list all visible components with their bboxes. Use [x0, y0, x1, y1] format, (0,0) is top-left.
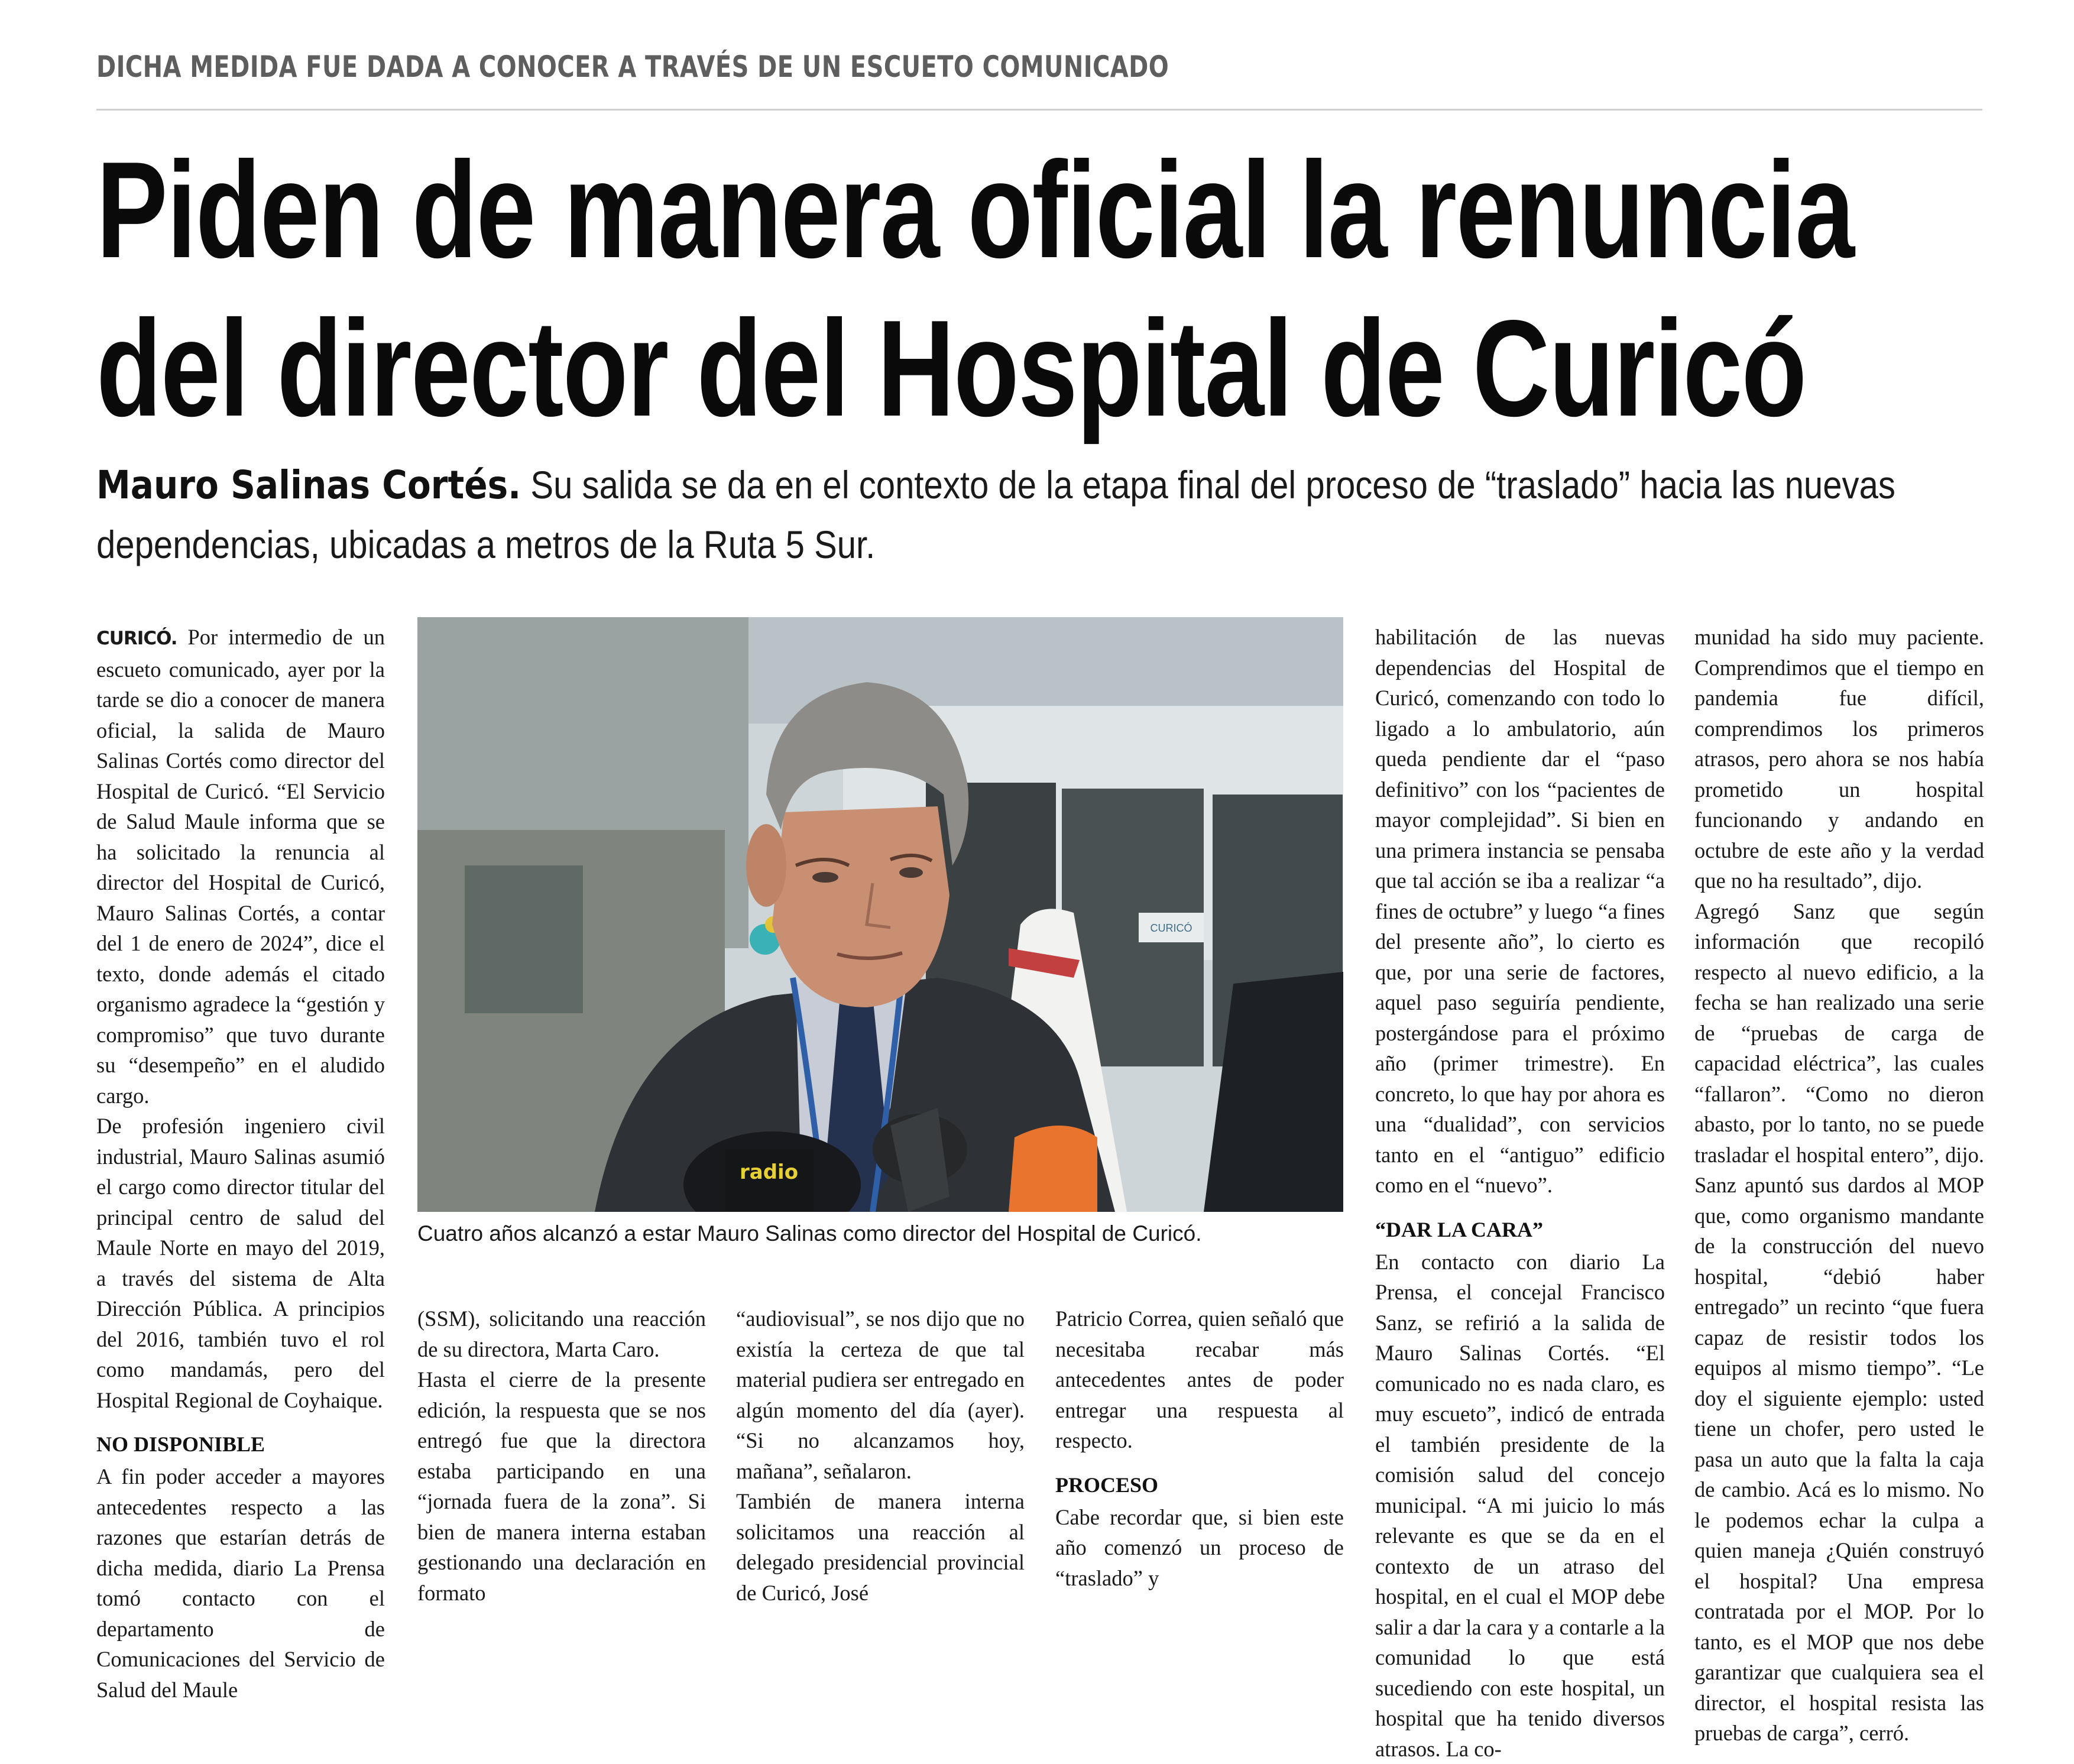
microphone-logo: radio	[740, 1160, 798, 1184]
column-1	[96, 622, 385, 1705]
col4-paragraph-1: Patricio Correa, quien señaló que necesitaba recabar más antecedentes antes de poder entregar una respuesta al respecto.	[1055, 1303, 1344, 1456]
col4-paragraph-2: Cabe recordar que, si bien este año comenzó un proceso de “traslado” y	[1055, 1502, 1344, 1594]
subhead-proceso: PROCESO	[1055, 1470, 1344, 1500]
deck	[96, 455, 1969, 574]
col1-paragraph-1: Por intermedio de un escueto comunicado, ayer por la tarde se dio a conocer de manera oficial, la salida de Mauro Salinas Cortés como director del Hospital de Curicó. “El Servicio de Salud Maule informa que se ha solicitado la renuncia al director del Hospital de Curicó, Mauro Salinas Cortés, a contar del 1 de enero de 2024”, dice el texto, donde además el citado organismo agradece la “gestión y compromiso” que tuvo durante su “desempeño” en el aludido cargo.	[96, 625, 385, 1108]
article-photo	[417, 617, 1343, 1212]
hospital-sign: CURICÓ	[1151, 922, 1192, 934]
column-2	[417, 1303, 706, 1608]
col5-paragraph-1: habilitación de las nuevas dependencias del Hospital de Curicó, comenzando con todo lo ligado a lo ambulatorio, aún queda pendiente dar el “paso definitivo” con los “pacientes de mayor complejidad”. Si bien en una primera instancia se pensaba que tal acción se iba a realizar “a fines de octubre” y luego “a fines del presente año”, lo cierto es que, por una serie de factores, aquel paso seguiría pendiente, postergándose para el próximo año (primer trimestre). En concreto, lo que hay por ahora es una “dualidad”, con servicios tanto en el “antiguo” edificio como en el “nuevo”.	[1375, 622, 1665, 1201]
headline	[96, 131, 1987, 448]
col5-paragraph-2: En contacto con diario La Prensa, el concejal Francisco Sanz, se refirió a la salida de Mauro Salinas Cortés. “El comunicado no es nada claro, es muy escueto”, indicó de entrada el también presidente de la comisión salud del concejo municipal. “A mi juicio lo más relevante es que se da en el contexto de un atraso del hospital, en el cual el MOP debe salir a dar la cara y a contarle a la comunidad lo que está sucediendo con este hospital, un hospital que ha tenido diversos atrasos. La co-	[1375, 1247, 1665, 1764]
col6-paragraph-2: Agregó Sanz que según información que recopiló respecto al nuevo edificio, a la fecha se han realizado una serie de “pruebas de carga de capacidad eléctrica”, las cuales “fallaron”. “Como no dieron abasto, por lo tanto, no se puede trasladar el hospital entero”, dijo. Sanz apuntó sus dardos al MOP que, como organismo mandante de la construcción del nuevo hospital, “debió haber entregado” un recinto “que fuera capaz de resistir todos los equipos al mismo tiempo”. “Le doy el siguiente ejemplo: usted tiene un chofer, pero usted le pasa un auto que la falta la caja de cambio. Acá es lo mismo. No le podemos echar la culpa a quien maneja ¿Quién construyó el hospital? Una empresa contratada por el MOP. Por lo tanto, es el MOP que nos debe garantizar que cualquiera sea el director, el hospital resista las pruebas de carga”, cerró.	[1694, 896, 1984, 1749]
column-5	[1375, 622, 1665, 1764]
photo-caption: Cuatro años alcanzó a estar Mauro Salinas como director del Hospital de Curicó.	[417, 1219, 1363, 1249]
col2-paragraph-2: Hasta el cierre de la presente edición, la respuesta que se nos entregó fue que la directora estaba participando en una “jornada fuera de la zona”. Si bien de manera interna estaban gestionando una declaración en formato	[417, 1364, 706, 1608]
column-4	[1055, 1303, 1344, 1593]
col3-paragraph-2: También de manera interna solicitamos una reacción al delegado presidencial provincial de Curicó, José	[736, 1486, 1025, 1608]
headline-line-1: Piden de manera oficial la renuncia	[96, 131, 1987, 290]
column-3	[736, 1303, 1025, 1608]
col3-paragraph-1: “audiovisual”, se nos dijo que no existía la certeza de que tal material pudiera ser entregado en algún momento del día (ayer). “Si no alcanzamos hoy, mañana”, señalaron.	[736, 1303, 1025, 1486]
subhead-no-disponible: NO DISPONIBLE	[96, 1429, 385, 1459]
headline-line-2: del director del Hospital de Curicó	[96, 290, 1987, 448]
column-6	[1694, 622, 1984, 1749]
header-divider	[96, 109, 1982, 111]
kicker: DICHA MEDIDA FUE DADA A CONOCER A TRAVÉS DE UN ESCUETO COMUNICADO	[96, 50, 1169, 84]
col1-paragraph-2: De profesión ingeniero civil industrial, Mauro Salinas asumió el cargo como director titular del principal centro de salud del Maule Norte en mayo del 2019, a través del sistema de Alta Dirección Pública. A principios del 2016, también tuvo el rol como mandamás, pero del Hospital Regional de Coyhaique.	[96, 1111, 385, 1415]
portrait-illustration	[417, 617, 1343, 1212]
subhead-dar-la-cara: “DAR LA CARA”	[1375, 1215, 1665, 1244]
deck-lead: Mauro Salinas Cortés.	[96, 462, 521, 508]
col2-paragraph-1: (SSM), solicitando una reacción de su directora, Marta Caro.	[417, 1303, 706, 1364]
dateline: CURICÓ.	[96, 628, 177, 649]
col6-paragraph-1: munidad ha sido muy paciente. Comprendimos que el tiempo en pandemia fue difícil, comprendimos los primeros atrasos, pero ahora se nos había prometido un hospital funcionando y andando en octubre de este año y la verdad que no ha resultado”, dijo.	[1694, 622, 1984, 896]
col1-paragraph-3: A fin poder acceder a mayores antecedentes respecto a las razones que estarían detrás de dicha medida, diario La Prensa tomó contacto con el departamento de Comunicaciones del Servicio de Salud del Maule	[96, 1461, 385, 1705]
deck-text: Su salida se da en el contexto de la etapa final del proceso de “traslado” hacia las nuevas dependencias, ubicadas a metros de la Ruta 5 Sur.	[96, 463, 1895, 566]
